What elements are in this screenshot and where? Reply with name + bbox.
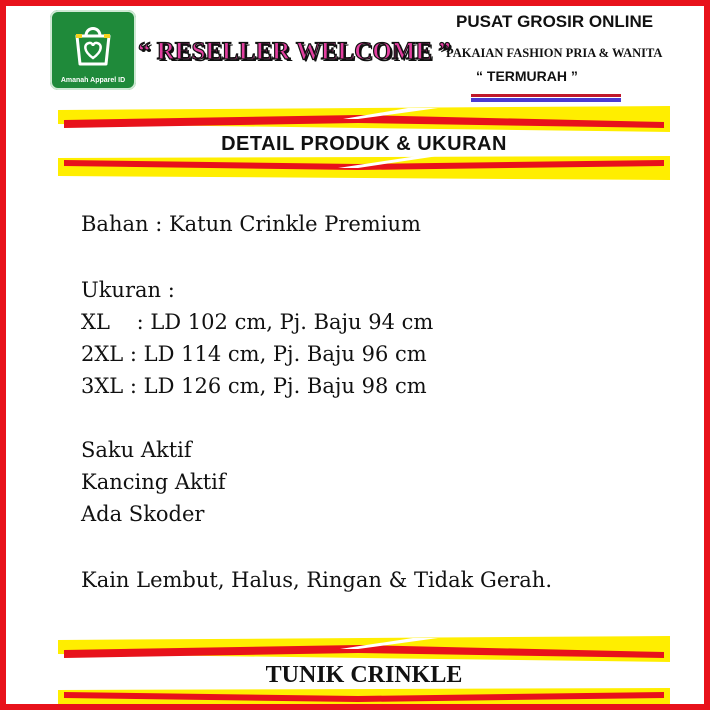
termurah-underline-red (471, 94, 621, 97)
product-name: TUNIK CRINKLE (265, 662, 463, 688)
feature-item: Kancing Aktif (81, 470, 226, 494)
brand-logo (50, 10, 136, 90)
size-row: XL : LD 102 cm, Pj. Baju 94 cm (81, 310, 434, 334)
shopping-bag-heart-icon (69, 20, 117, 68)
detail-banner (58, 106, 670, 180)
size-row: 3XL : LD 126 cm, Pj. Baju 98 cm (81, 374, 427, 398)
feature-item: Ada Skoder (81, 502, 205, 526)
size-row: 2XL : LD 114 cm, Pj. Baju 96 cm (81, 342, 427, 366)
logo-text: Amanah Apparel ID (60, 77, 126, 84)
product-banner (58, 634, 670, 710)
material-line: Bahan : Katun Crinkle Premium (81, 212, 421, 236)
shop-name: PUSAT GROSIR ONLINE (456, 12, 654, 31)
termurah-label: “ TERMURAH ” (476, 68, 578, 84)
shop-tagline: PAKAIAN FASHION PRIA & WANITA (446, 46, 663, 60)
detail-banner-title: DETAIL PRODUK & UKURAN (221, 133, 507, 155)
feature-item: Saku Aktif (81, 438, 192, 462)
termurah-underline-blue (471, 98, 621, 102)
reseller-welcome-title: “ RESELLER WELCOME ” (138, 38, 451, 65)
size-label: Ukuran : (81, 278, 175, 302)
fabric-note: Kain Lembut, Halus, Ringan & Tidak Gerah. (81, 568, 553, 592)
